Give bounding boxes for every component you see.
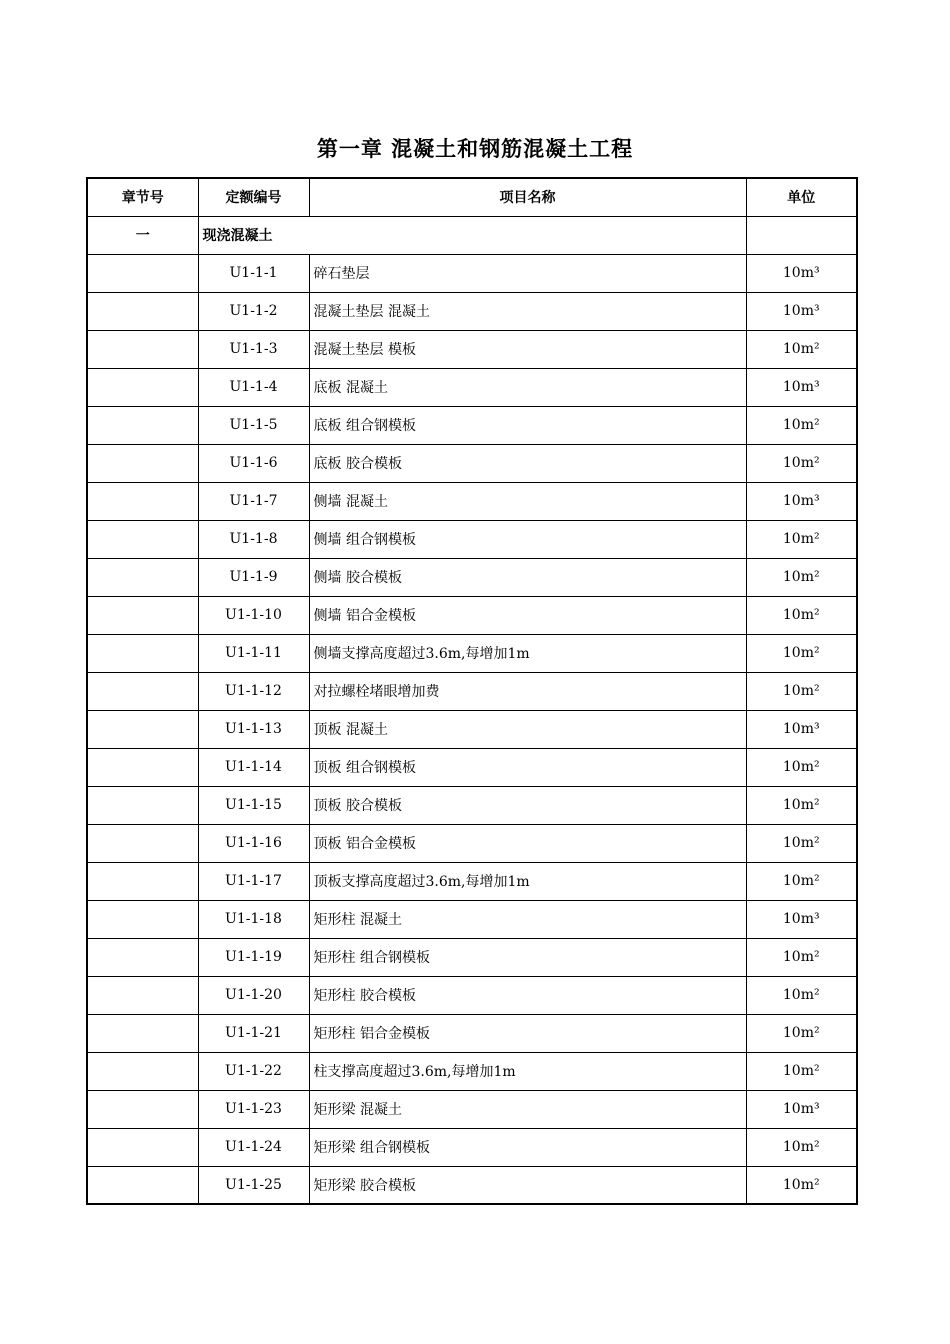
section-cell [87, 1128, 198, 1166]
table-row [87, 1052, 857, 1090]
item-name: 侧墙支撑高度超过3.6m,每增加1m [309, 634, 746, 672]
quota-code: U1-1-22 [198, 1052, 309, 1090]
table-row [87, 900, 857, 938]
unit: 10m³ [746, 292, 857, 330]
table-row [87, 254, 857, 292]
unit: 10m² [746, 976, 857, 1014]
quota-code: U1-1-13 [198, 710, 309, 748]
unit: 10m² [746, 1128, 857, 1166]
table-row [87, 520, 857, 558]
quota-code: U1-1-7 [198, 482, 309, 520]
table-row [87, 482, 857, 520]
section-cell [87, 976, 198, 1014]
item-name: 混凝土垫层 模板 [309, 330, 746, 368]
section-row [87, 216, 857, 254]
item-name: 顶板 铝合金模板 [309, 824, 746, 862]
table-row [87, 558, 857, 596]
table-row [87, 596, 857, 634]
unit: 10m³ [746, 482, 857, 520]
item-name: 对拉螺栓堵眼增加费 [309, 672, 746, 710]
table-row [87, 330, 857, 368]
item-name: 顶板支撑高度超过3.6m,每增加1m [309, 862, 746, 900]
table-row [87, 862, 857, 900]
section-cell [87, 862, 198, 900]
item-name: 矩形梁 混凝土 [309, 1090, 746, 1128]
unit: 10m² [746, 596, 857, 634]
section-cell [87, 1014, 198, 1052]
section-cell [87, 1166, 198, 1204]
section-cell [87, 368, 198, 406]
section-cell [87, 482, 198, 520]
unit: 10m² [746, 862, 857, 900]
item-name: 矩形柱 胶合模板 [309, 976, 746, 1014]
section-cell [87, 634, 198, 672]
quota-code: U1-1-19 [198, 938, 309, 976]
item-name: 矩形柱 组合钢模板 [309, 938, 746, 976]
quota-code: U1-1-23 [198, 1090, 309, 1128]
table-row [87, 1014, 857, 1052]
column-header-name: 项目名称 [309, 178, 746, 216]
quota-code: U1-1-24 [198, 1128, 309, 1166]
table-row [87, 1166, 857, 1204]
section-number: 一 [87, 216, 198, 254]
table-header-row [87, 178, 857, 216]
quota-code: U1-1-10 [198, 596, 309, 634]
section-cell [87, 938, 198, 976]
section-cell [87, 444, 198, 482]
quota-code: U1-1-5 [198, 406, 309, 444]
item-name: 底板 组合钢模板 [309, 406, 746, 444]
unit: 10m² [746, 824, 857, 862]
section-cell [87, 596, 198, 634]
table-row [87, 1128, 857, 1166]
section-cell [87, 1052, 198, 1090]
quota-code: U1-1-9 [198, 558, 309, 596]
section-cell [87, 1090, 198, 1128]
table-row [87, 672, 857, 710]
unit: 10m² [746, 330, 857, 368]
table-row [87, 444, 857, 482]
table-row [87, 710, 857, 748]
table-row [87, 976, 857, 1014]
unit: 10m³ [746, 368, 857, 406]
column-header-code: 定额编号 [198, 178, 309, 216]
section-cell [87, 672, 198, 710]
quota-code: U1-1-21 [198, 1014, 309, 1052]
column-header-section: 章节号 [87, 178, 198, 216]
section-name: 现浇混凝土 [198, 216, 746, 254]
quota-code: U1-1-18 [198, 900, 309, 938]
unit: 10m² [746, 520, 857, 558]
table-row [87, 1090, 857, 1128]
item-name: 矩形柱 混凝土 [309, 900, 746, 938]
quota-code: U1-1-11 [198, 634, 309, 672]
unit: 10m³ [746, 900, 857, 938]
table-row [87, 292, 857, 330]
quota-code: U1-1-25 [198, 1166, 309, 1204]
item-name: 顶板 混凝土 [309, 710, 746, 748]
quota-code: U1-1-16 [198, 824, 309, 862]
item-name: 顶板 胶合模板 [309, 786, 746, 824]
section-cell [87, 900, 198, 938]
unit: 10m² [746, 1014, 857, 1052]
unit: 10m² [746, 406, 857, 444]
unit: 10m² [746, 938, 857, 976]
item-name: 侧墙 组合钢模板 [309, 520, 746, 558]
unit: 10m³ [746, 254, 857, 292]
quota-code: U1-1-1 [198, 254, 309, 292]
item-name: 柱支撑高度超过3.6m,每增加1m [309, 1052, 746, 1090]
section-cell [87, 710, 198, 748]
quota-code: U1-1-17 [198, 862, 309, 900]
unit: 10m² [746, 748, 857, 786]
section-cell [87, 786, 198, 824]
quota-code: U1-1-14 [198, 748, 309, 786]
unit: 10m² [746, 786, 857, 824]
item-name: 侧墙 胶合模板 [309, 558, 746, 596]
unit: 10m² [746, 1166, 857, 1204]
table-row [87, 938, 857, 976]
quota-code: U1-1-20 [198, 976, 309, 1014]
quota-code: U1-1-15 [198, 786, 309, 824]
page-title: 第一章 混凝土和钢筋混凝土工程 [316, 137, 634, 161]
unit: 10m² [746, 558, 857, 596]
table-row [87, 634, 857, 672]
unit: 10m² [746, 672, 857, 710]
item-name: 混凝土垫层 混凝土 [309, 292, 746, 330]
item-name: 顶板 组合钢模板 [309, 748, 746, 786]
item-name: 矩形梁 组合钢模板 [309, 1128, 746, 1166]
unit: 10m² [746, 444, 857, 482]
section-cell [87, 254, 198, 292]
table-row [87, 824, 857, 862]
table-row [87, 786, 857, 824]
quota-table [86, 177, 858, 1205]
unit: 10m² [746, 1052, 857, 1090]
section-cell [87, 406, 198, 444]
quota-code: U1-1-8 [198, 520, 309, 558]
quota-code: U1-1-2 [198, 292, 309, 330]
item-name: 侧墙 混凝土 [309, 482, 746, 520]
unit: 10m² [746, 634, 857, 672]
section-cell [87, 748, 198, 786]
section-unit-cell [746, 216, 857, 254]
section-cell [87, 292, 198, 330]
item-name: 碎石垫层 [309, 254, 746, 292]
item-name: 侧墙 铝合金模板 [309, 596, 746, 634]
item-name: 底板 混凝土 [309, 368, 746, 406]
table-row [87, 368, 857, 406]
quota-code: U1-1-12 [198, 672, 309, 710]
section-cell [87, 824, 198, 862]
quota-code: U1-1-4 [198, 368, 309, 406]
column-header-unit: 单位 [746, 178, 857, 216]
section-cell [87, 330, 198, 368]
item-name: 矩形柱 铝合金模板 [309, 1014, 746, 1052]
unit: 10m³ [746, 710, 857, 748]
section-cell [87, 558, 198, 596]
section-cell [87, 520, 198, 558]
table-row [87, 748, 857, 786]
table-row [87, 406, 857, 444]
item-name: 底板 胶合模板 [309, 444, 746, 482]
unit: 10m³ [746, 1090, 857, 1128]
quota-code: U1-1-3 [198, 330, 309, 368]
item-name: 矩形梁 胶合模板 [309, 1166, 746, 1204]
quota-code: U1-1-6 [198, 444, 309, 482]
